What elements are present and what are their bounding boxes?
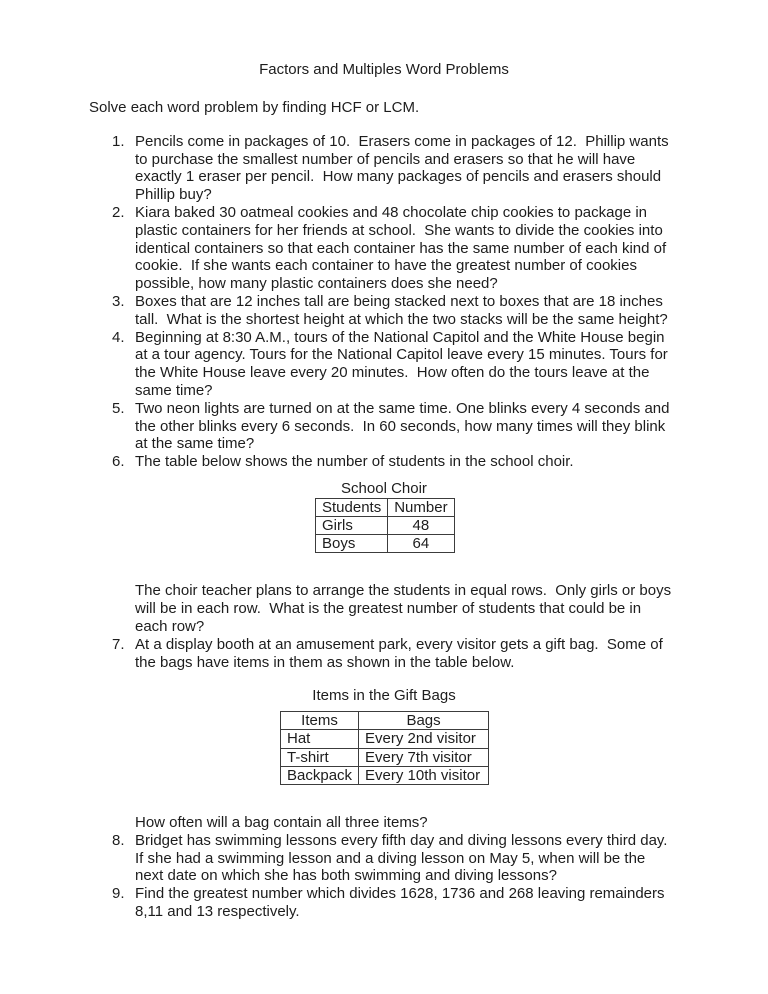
problem-number: 6. bbox=[112, 453, 125, 471]
problem-text bbox=[135, 204, 666, 293]
problem-number: 9. bbox=[112, 885, 125, 903]
problem-text-line: Pencils come in packages of 10. Erasers come in packages of 12. Phillip wants bbox=[135, 132, 669, 150]
problem-text-line: to purchase the smallest number of pencils and erasers so that he will have bbox=[135, 150, 636, 168]
problem-number: 7. bbox=[112, 635, 125, 653]
problem-text bbox=[135, 293, 668, 329]
problem-text-line: at the same time? bbox=[135, 435, 255, 453]
problem-list bbox=[0, 133, 768, 921]
school-choir-table-title: School Choir bbox=[341, 479, 427, 497]
problem-number: 8. bbox=[112, 831, 125, 849]
table-cell: 48 bbox=[388, 516, 454, 534]
problem-number: 5. bbox=[112, 399, 125, 417]
problem-text-line: Kiara baked 30 oatmeal cookies and 48 chocolate chip cookies to package in bbox=[135, 203, 647, 221]
table-cell: Every 2nd visitor bbox=[359, 730, 489, 748]
problem-4 bbox=[0, 329, 768, 400]
problem-text bbox=[135, 329, 668, 400]
table-cell: Girls bbox=[316, 516, 388, 534]
problem-text-line: Phillip buy? bbox=[135, 186, 212, 204]
problem-text-line: plastic containers for her friends at school. She wants to divide the cookies into bbox=[135, 221, 663, 239]
problem-6-continuation bbox=[135, 582, 768, 635]
problem-text-line: each row? bbox=[135, 617, 205, 635]
problem-text-line: the bags have items in them as shown in the table below. bbox=[135, 653, 515, 671]
problem-text-line: At a display booth at an amusement park, every visitor gets a gift bag. Some of bbox=[135, 635, 663, 653]
gift-bags-table bbox=[280, 711, 489, 785]
table-header-cell: Items bbox=[281, 712, 359, 730]
problem-text-line: Bridget has swimming lessons every fifth day and diving lessons every third day. bbox=[135, 831, 668, 849]
table-row bbox=[281, 766, 489, 784]
problem-7 bbox=[0, 636, 768, 672]
problem-number: 4. bbox=[112, 328, 125, 346]
table-header-cell: Bags bbox=[359, 712, 489, 730]
table-cell: T-shirt bbox=[281, 748, 359, 766]
problem-text-line: The table below shows the number of students in the school choir. bbox=[135, 453, 574, 471]
problem-text-line: cookie. If she wants each container to have the greatest number of cookies bbox=[135, 257, 637, 275]
problem-8 bbox=[0, 832, 768, 885]
table-row bbox=[316, 535, 455, 553]
instructions-text: Solve each word problem by finding HCF or LCM. bbox=[89, 99, 420, 117]
problem-text bbox=[135, 133, 669, 204]
problem-text-line: The choir teacher plans to arrange the students in equal rows. Only girls or boys bbox=[135, 582, 672, 600]
problem-text-line: Boxes that are 12 inches tall are being stacked next to boxes that are 18 inches bbox=[135, 292, 663, 310]
problem-3 bbox=[0, 293, 768, 329]
problem-text-line: Two neon lights are turned on at the same time. One blinks every 4 seconds and bbox=[135, 399, 670, 417]
problem-text-line: possible, how many plastic containers does she need? bbox=[135, 275, 498, 293]
problem-text-line: exactly 1 eraser per pencil. How many packages of pencils and erasers should bbox=[135, 168, 662, 186]
table-header-cell: Students bbox=[316, 498, 388, 516]
problem-text bbox=[135, 400, 669, 453]
problem-text-line: at a tour agency. Tours for the National Capitol leave every 15 minutes. Tours for bbox=[135, 346, 668, 364]
problem-number: 3. bbox=[112, 292, 125, 310]
school-choir-table bbox=[315, 498, 455, 554]
problem-7-continuation bbox=[135, 814, 768, 832]
gift-bags-table-title: Items in the Gift Bags bbox=[312, 687, 456, 705]
problem-text-line: same time? bbox=[135, 381, 213, 399]
table-cell: Boys bbox=[316, 535, 388, 553]
page-title: Factors and Multiples Word Problems bbox=[259, 61, 509, 78]
table-cell: Backpack bbox=[281, 766, 359, 784]
table-header-cell: Number bbox=[388, 498, 454, 516]
problem-6 bbox=[0, 453, 768, 471]
problem-text-line: will be in each row. What is the greatest number of students that could be in bbox=[135, 600, 642, 618]
problem-5 bbox=[0, 400, 768, 453]
problem-text-line: How often will a bag contain all three items? bbox=[135, 813, 428, 831]
problem-text-line: 8,11 and 13 respectively. bbox=[135, 902, 300, 920]
problem-2 bbox=[0, 204, 768, 293]
problem-text bbox=[135, 832, 667, 885]
table-row bbox=[281, 730, 489, 748]
table-header-row bbox=[281, 712, 489, 730]
problem-text-line: identical containers so that each container has the same number of each kind of bbox=[135, 239, 667, 257]
problem-text-line: Find the greatest number which divides 1628, 1736 and 268 leaving remainders bbox=[135, 885, 665, 903]
problem-text-line: tall. What is the shortest height at which the two stacks will be the same height? bbox=[135, 310, 668, 328]
table-header-row bbox=[316, 498, 455, 516]
problem-number: 2. bbox=[112, 203, 125, 221]
problem-text bbox=[135, 453, 574, 471]
problem-9 bbox=[0, 885, 768, 921]
table-row bbox=[316, 516, 455, 534]
table-cell: Hat bbox=[281, 730, 359, 748]
problem-text bbox=[135, 885, 665, 921]
problem-text-line: the other blinks every 6 seconds. In 60 seconds, how many times will they blink bbox=[135, 417, 666, 435]
problem-text-line: next date on which she has both swimming and diving lessons? bbox=[135, 867, 557, 885]
problem-text-line: Beginning at 8:30 A.M., tours of the National Capitol and the White House begin bbox=[135, 328, 665, 346]
problem-text-line: If she had a swimming lesson and a diving lesson on May 5, when will be the bbox=[135, 849, 646, 867]
table-cell: 64 bbox=[388, 535, 454, 553]
table-cell: Every 10th visitor bbox=[359, 766, 489, 784]
table-cell: Every 7th visitor bbox=[359, 748, 489, 766]
problem-number: 1. bbox=[112, 132, 125, 150]
problem-text bbox=[135, 636, 663, 672]
problem-text-line: the White House leave every 20 minutes. How often do the tours leave at the bbox=[135, 364, 650, 382]
problem-1 bbox=[0, 133, 768, 204]
table-row bbox=[281, 748, 489, 766]
worksheet-page bbox=[0, 61, 768, 994]
